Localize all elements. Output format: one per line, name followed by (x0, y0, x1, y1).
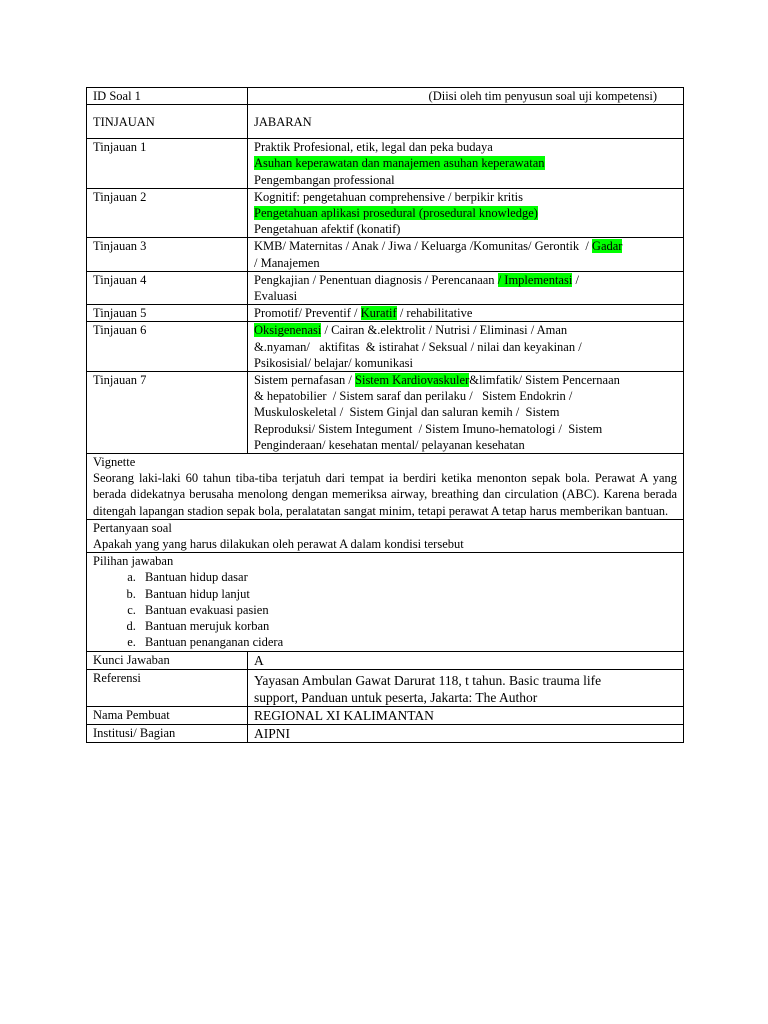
pembuat-row (87, 706, 684, 724)
jabaran-line (254, 388, 677, 404)
kunci-value: A (248, 651, 684, 669)
kunci-label: Kunci Jawaban (87, 651, 248, 669)
vignette-label: Vignette (93, 455, 136, 470)
jabaran-line (254, 322, 677, 338)
tinjauan-label: Tinjauan 7 (87, 372, 248, 454)
id-label: ID Soal 1 (87, 88, 248, 105)
jabaran-cell (248, 372, 684, 454)
jabaran-line (254, 305, 677, 321)
pembuat-label: Nama Pembuat (87, 706, 248, 724)
vignette-text: Seorang laki-laki 60 tahun tiba-tiba terjatuh dari tempat ia berdiri ketika menonton sepak bola. Perawat A yang berada didekatnya berusaha menolong dengan memeriksa airway, breathing dan circulation (ABC). Karena berada ditengah lapangan stadion sepak bola, peralatatan sangat minim, tetapi perawat A tetap harus memberikan bantuan. (93, 471, 677, 518)
jabaran-line (254, 172, 677, 188)
jabaran-cell (248, 305, 684, 322)
jabaran-header: JABARAN (248, 105, 684, 139)
referensi-line: support, Panduan untuk peserta, Jakarta: The Author (254, 689, 538, 705)
tinjauan-label: Tinjauan 1 (87, 139, 248, 189)
jabaran-cell (248, 238, 684, 271)
tinjauan-header: TINJAUAN (87, 105, 248, 139)
tinjauan-rows (87, 139, 684, 454)
jabaran-line (254, 404, 677, 420)
answer-option-e: e. Bantuan penanganan cidera (139, 634, 677, 650)
answer-options-list (93, 569, 677, 650)
jabaran-text: Kognitif: pengetahuan comprehensive / berpikir kritis (254, 189, 524, 204)
tinjauan-row (87, 372, 684, 454)
referensi-row (87, 669, 684, 706)
jabaran-text: Muskuloskeletal / Sistem Ginjal dan saluran kemih / Sistem (254, 405, 560, 420)
pilihan-row (87, 553, 684, 651)
tinjauan-row (87, 188, 684, 238)
jabaran-line (254, 255, 677, 271)
jabaran-text: Pengkajian / Penentuan diagnosis / Perencanaan (254, 272, 498, 287)
jabaran-line (254, 372, 677, 388)
pilihan-label: Pilihan jawaban (93, 554, 174, 569)
jabaran-text: Sistem pernafasan / (254, 373, 356, 388)
jabaran-cell (248, 188, 684, 238)
tinjauan-row (87, 322, 684, 372)
jabaran-cell (248, 271, 684, 304)
tinjauan-label: Tinjauan 3 (87, 238, 248, 271)
referensi-label: Referensi (87, 669, 248, 706)
highlighted-text: Kuratif (360, 306, 397, 321)
answer-option-d: d. Bantuan merujuk korban (139, 618, 677, 634)
pertanyaan-text: Apakah yang yang harus dilakukan oleh perawat A dalam kondisi tersebut (93, 537, 464, 552)
jabaran-text: & hepatobilier / Sistem saraf dan perilaku / Sistem Endokrin / (254, 389, 573, 404)
question-table (86, 87, 684, 743)
pertanyaan-label: Pertanyaan soal (93, 520, 172, 535)
institusi-label: Institusi/ Bagian (87, 724, 248, 742)
tinjauan-label: Tinjauan 2 (87, 188, 248, 238)
highlighted-text: Sistem Kardiovaskuler (355, 373, 470, 388)
tinjauan-row (87, 271, 684, 304)
highlighted-text: Oksigenenasi (254, 323, 322, 338)
jabaran-line (254, 272, 677, 288)
jabaran-line (254, 205, 677, 221)
header-row (87, 105, 684, 139)
tinjauan-label: Tinjauan 5 (87, 305, 248, 322)
jabaran-text: / rehabilitative (396, 306, 473, 321)
jabaran-line (254, 221, 677, 237)
jabaran-line (254, 238, 677, 254)
highlighted-text: Pengetahuan aplikasi prosedural (prosedural knowledge) (254, 206, 538, 221)
institusi-value: AIPNI (248, 724, 684, 742)
question-sheet (86, 87, 683, 743)
id-row (87, 88, 684, 105)
tinjauan-row (87, 238, 684, 271)
institusi-row (87, 724, 684, 742)
id-note: (Diisi oleh tim penyusun soal uji kompetensi) (248, 88, 684, 105)
jabaran-text: KMB/ Maternitas / Anak / Jiwa / Keluarga /Komunitas/ Gerontik / (254, 239, 592, 254)
highlighted-text: / Implementasi (497, 272, 573, 287)
pertanyaan-row (87, 519, 684, 552)
referensi-line: Yayasan Ambulan Gawat Darurat 118, t tahun. Basic trauma life (254, 672, 602, 688)
jabaran-line (254, 139, 677, 155)
jabaran-line (254, 339, 677, 355)
pembuat-value: REGIONAL XI KALIMANTAN (248, 706, 684, 724)
kunci-row (87, 651, 684, 669)
jabaran-text: Pengembangan professional (254, 172, 395, 187)
jabaran-text: / Manajemen (254, 255, 320, 270)
jabaran-text: Evaluasi (254, 289, 298, 304)
jabaran-text: &.nyaman/ aktifitas & istirahat / Seksual / nilai dan keyakinan / (254, 339, 582, 354)
jabaran-text: / (572, 272, 579, 287)
vignette-row (87, 454, 684, 520)
jabaran-text: / Cairan &.elektrolit / Nutrisi / Eliminasi / Aman (321, 323, 568, 338)
tinjauan-label: Tinjauan 4 (87, 271, 248, 304)
jabaran-line (254, 155, 677, 171)
jabaran-text: Penginderaan/ kesehatan mental/ pelayanan kesehatan (254, 437, 525, 452)
jabaran-line (254, 421, 677, 437)
highlighted-text: Gadar (591, 239, 623, 254)
jabaran-text: &limfatik/ Sistem Pencernaan (469, 373, 620, 388)
highlighted-text: Asuhan keperawatan dan manajemen asuhan keperawatan (254, 156, 545, 171)
jabaran-line (254, 288, 677, 304)
tinjauan-row (87, 305, 684, 322)
jabaran-text: Praktik Profesional, etik, legal dan peka budaya (254, 140, 493, 155)
jabaran-line (254, 437, 677, 453)
jabaran-text: Psikosisial/ belajar/ komunikasi (254, 355, 414, 370)
tinjauan-row (87, 139, 684, 189)
jabaran-line (254, 355, 677, 371)
jabaran-text: Reproduksi/ Sistem Integument / Sistem Imuno-hematologi / Sistem (254, 421, 603, 436)
tinjauan-label: Tinjauan 6 (87, 322, 248, 372)
answer-option-c: c. Bantuan evakuasi pasien (139, 602, 677, 618)
answer-option-b: b. Bantuan hidup lanjut (139, 586, 677, 602)
jabaran-text: Pengetahuan afektif (konatif) (254, 222, 401, 237)
jabaran-text: Promotif/ Preventif / (254, 306, 361, 321)
answer-option-a: a. Bantuan hidup dasar (139, 569, 677, 585)
jabaran-line (254, 189, 677, 205)
jabaran-cell (248, 139, 684, 189)
jabaran-cell (248, 322, 684, 372)
